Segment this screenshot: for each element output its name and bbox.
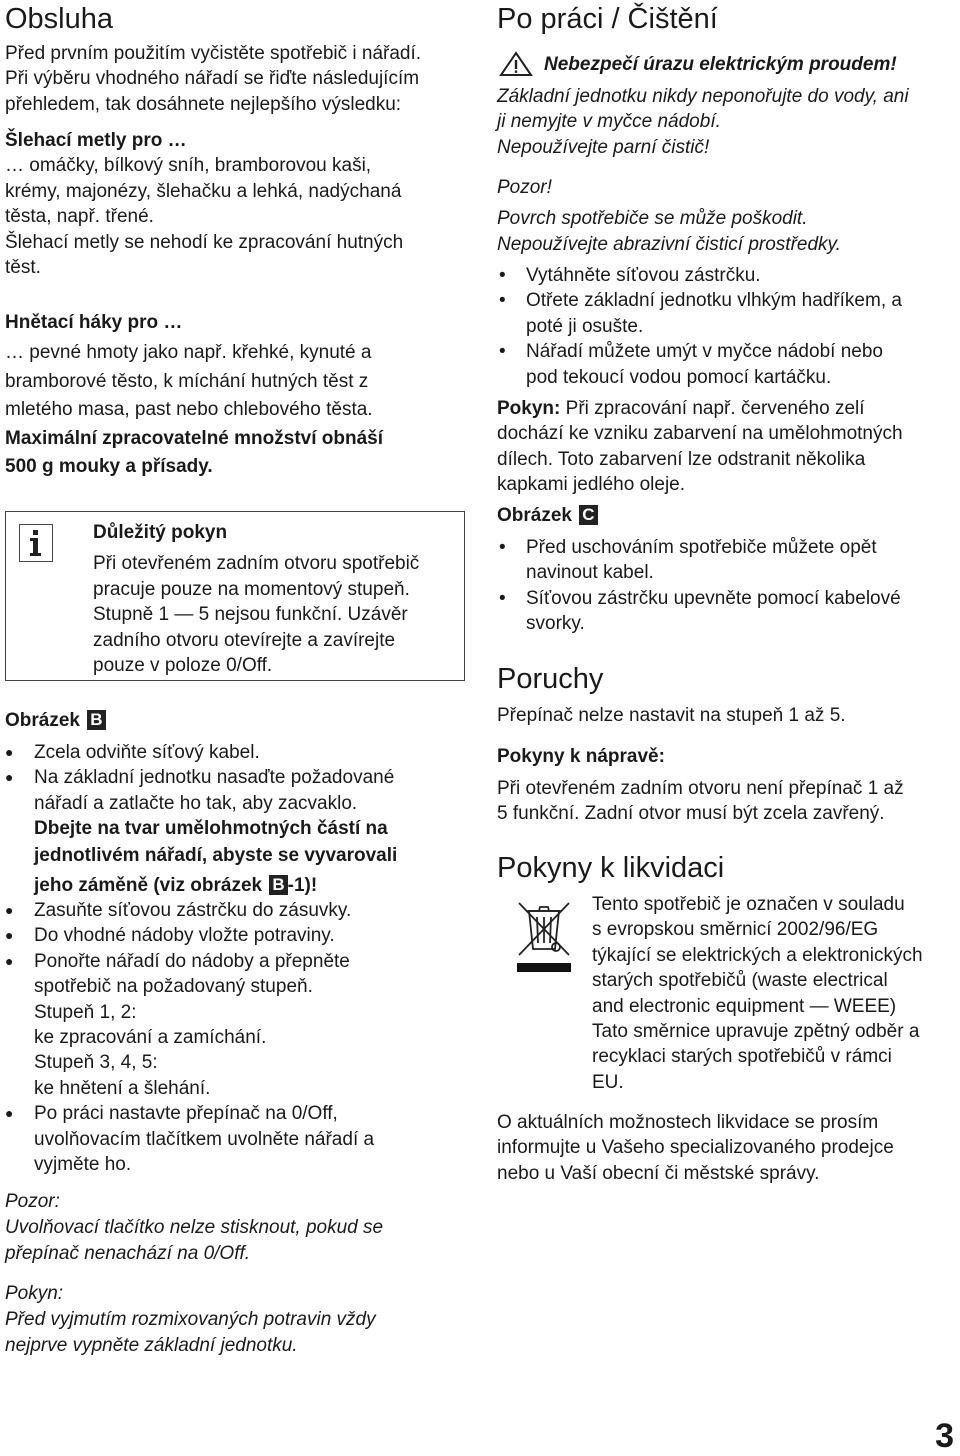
disposal-line: Tento spotřebič je označen v souladu <box>592 894 905 915</box>
pokyn-line: Při zpracování např. červeného zelí <box>565 398 865 419</box>
warning-triangle-icon <box>499 51 533 82</box>
step-item <box>5 765 465 898</box>
pokyn-line: dochází ke vzniku zabarvení na umělohmotných <box>497 423 903 445</box>
intro-line: přehledem, tak dosáhnete nejlepšího výsledku: <box>5 93 402 115</box>
pozor-note <box>5 1189 383 1266</box>
cleaning-text: Nářadí můžete umýt v myčce nádobí nebo <box>526 341 883 363</box>
note-line: Stupně 1 — 5 nejsou funkční. Uzávěr <box>93 604 408 626</box>
storage-text: svorky. <box>526 613 585 635</box>
crossed-bin-icon <box>515 897 575 978</box>
step-text: ke zpracování a zamíchání. <box>34 1027 267 1049</box>
pokyn-line: dílech. Toto zabarvení lze odstranit několika <box>497 448 866 470</box>
pozor-line: přepínač nenachází na 0/Off. <box>5 1242 251 1264</box>
operation-steps <box>5 740 465 1178</box>
whisk-section <box>5 128 403 280</box>
cleaning-text: Vytáhněte síťovou zástrčku. <box>526 265 761 286</box>
figure-c-label <box>497 503 598 528</box>
note-title: Důležitý pokyn <box>93 522 228 543</box>
fix-line: 5 funkční. Zadní otvor musí být zcela zavřený. <box>497 803 885 825</box>
pozor-surface <box>497 175 841 257</box>
pokyn-heading: Pokyn: <box>497 398 561 419</box>
section-title-obsluha: Obsluha <box>5 3 114 35</box>
disposal-more <box>497 1110 894 1186</box>
step-text: Ponořte nářadí do nádoby a přepněte <box>34 950 350 972</box>
step-text: Zcela odviňte síťový kabel. <box>34 742 260 763</box>
disposal-line: Tato směrnice upravuje zpětný odběr a <box>592 1021 920 1043</box>
step-bold-text: -1)! <box>287 874 318 896</box>
step-bold-text: jednotlivém nářadí, abyste se vyvarovali <box>34 844 398 866</box>
fix-heading: Pokyny k nápravě: <box>497 746 665 767</box>
cleaning-text: Otřete základní jednotku vlhkým hadříkem, a <box>526 290 902 312</box>
step-text: nářadí a zatlačte ho tak, aby zacvaklo. <box>34 792 358 814</box>
hook-line: bramborové těsto, k míchání hutných těst z <box>5 370 369 392</box>
note-content <box>93 520 419 678</box>
storage-text: Síťovou zástrčku upevněte pomocí kabelové <box>526 587 901 609</box>
section-title-faults: Poruchy <box>497 663 604 695</box>
figure-b-badge: B <box>269 875 287 895</box>
whisk-line: těsta, např. třené. <box>5 206 154 228</box>
step-text: Zasuňte síťovou zástrčku do zásuvky. <box>34 900 352 922</box>
step-bold-ref <box>34 873 317 898</box>
cleaning-item <box>497 339 957 390</box>
disposal-line: týkající se elektrických a elektronických <box>592 944 923 966</box>
page-number: 3 <box>935 1417 954 1455</box>
disposal-line: EU. <box>592 1071 624 1093</box>
hook-line: … pevné hmoty jako např. křehké, kynuté a <box>5 342 372 364</box>
intro-line: Při výběru vhodného nářadí se řiďte následujícím <box>5 68 420 90</box>
cleaning-text: pod tekoucí vodou pomocí kartáčku. <box>526 366 832 388</box>
disposal-more-line: informujte u Vašeho specializovaného prodejce <box>497 1137 894 1159</box>
storage-list <box>497 535 957 637</box>
whisk-heading: Šlehací metly pro … <box>5 130 187 151</box>
info-icon <box>19 524 53 562</box>
pozor-heading: Pozor! <box>497 177 552 198</box>
cleaning-text: poté ji osušte. <box>526 315 644 337</box>
disposal-line: recyklaci starých spotřebičů v rámci <box>592 1046 892 1068</box>
step-text: spotřebič na požadovaný stupeň. <box>34 976 313 998</box>
step-item <box>5 898 465 923</box>
danger-line: Nepoužívejte parní čistič! <box>497 136 710 158</box>
note-line: pracuje pouze na momentový stupeň. <box>93 578 410 600</box>
danger-line: Základní jednotku nikdy neponořujte do vody, ani <box>497 86 909 107</box>
section-title-disposal: Pokyny k likvidaci <box>497 852 725 884</box>
danger-heading: Nebezpečí úrazu elektrickým proudem! <box>544 54 897 75</box>
note-line: zadního otvoru otevírejte a zavírejte <box>93 629 396 651</box>
hook-section <box>5 310 383 479</box>
storage-item <box>497 586 957 637</box>
max-amount-line: Maximální zpracovatelné množství obnáší <box>5 427 383 449</box>
step-text: Na základní jednotku nasaďte požadované <box>34 767 395 789</box>
step-text: Po práci nastavte přepínač na 0/Off, <box>34 1103 338 1125</box>
pokyn-red-cabbage <box>497 396 903 498</box>
whisk-note-line: těst. <box>5 257 41 279</box>
cleaning-list <box>497 263 957 390</box>
note-line: pouze v poloze 0/Off. <box>93 655 273 677</box>
danger-text <box>497 84 909 160</box>
hook-line: mletého masa, past nebo chlebového těsta. <box>5 399 373 421</box>
pokyn-line: kapkami jedlého oleje. <box>497 474 686 496</box>
intro-line: Před prvním použitím vyčistěte spotřebič i nářadí. <box>5 43 422 64</box>
storage-text: Před uschováním spotřebiče můžete opět <box>526 537 877 558</box>
pozor-line: Nepoužívejte abrazivní čisticí prostředky. <box>497 233 841 255</box>
faults-text: Přepínač nelze nastavit na stupeň 1 až 5. <box>497 705 846 726</box>
cleaning-item <box>497 263 957 288</box>
pokyn-note <box>5 1281 376 1358</box>
pozor-line: Povrch spotřebiče se může poškodit. <box>497 208 808 230</box>
max-amount-line: 500 g mouky a přísady. <box>5 456 213 478</box>
step-text: Stupeň 3, 4, 5: <box>34 1052 158 1074</box>
section-title-cleaning: Po práci / Čištění <box>497 3 718 35</box>
disposal-more-line: O aktuálních možnostech likvidace se prosím <box>497 1112 879 1133</box>
whisk-line: … omáčky, bílkový sníh, bramborovou kaši, <box>5 155 372 177</box>
fix-text <box>497 776 904 827</box>
step-item <box>5 949 465 1101</box>
storage-text: navinout kabel. <box>526 562 654 584</box>
pokyn-line: Před vyjmutím rozmixovaných potravin vždy <box>5 1309 376 1331</box>
step-item <box>5 1101 465 1177</box>
disposal-text <box>592 892 923 1095</box>
hook-heading: Hnětací háky pro … <box>5 312 183 333</box>
disposal-more-line: nebo u Vaší obecní či městské správy. <box>497 1162 820 1184</box>
whisk-line: krémy, majonézy, šlehačku a lehká, nadýchaná <box>5 180 402 202</box>
step-text: vyjměte ho. <box>34 1154 132 1176</box>
step-text: Do vhodné nádoby vložte potraviny. <box>34 925 335 947</box>
intro-paragraph <box>5 41 421 117</box>
figure-label-text: Obrázek <box>5 710 80 731</box>
step-text: Stupeň 1, 2: <box>34 1001 137 1023</box>
whisk-note-line: Šlehací metly se nehodí ke zpracování hutných <box>5 231 404 253</box>
step-bold-text: jeho záměně (viz obrázek <box>34 874 263 896</box>
pozor-heading: Pozor: <box>5 1191 60 1212</box>
pokyn-line: nejprve vypněte základní jednotku. <box>5 1334 298 1356</box>
figure-label-text: Obrázek <box>497 505 572 526</box>
disposal-line: starých spotřebičů (waste electrical <box>592 970 888 992</box>
step-item <box>5 923 465 948</box>
disposal-line: s evropskou směrnicí 2002/96/EG <box>592 919 879 941</box>
pozor-line: Uvolňovací tlačítko nelze stisknout, pokud se <box>5 1217 384 1239</box>
step-item <box>5 740 465 765</box>
figure-c-badge: C <box>579 505 597 525</box>
disposal-line: and electronic equipment — WEEE) <box>592 995 897 1017</box>
step-bold-text: Dbejte na tvar umělohmotných částí na <box>34 818 388 840</box>
danger-line: ji nemyjte v myčce nádobí. <box>497 111 721 133</box>
fix-line: Při otevřeném zadním otvoru není přepínač 1 až <box>497 778 904 799</box>
figure-b-label <box>5 708 106 733</box>
figure-b-badge: B <box>87 710 105 730</box>
pokyn-heading: Pokyn: <box>5 1283 64 1304</box>
cleaning-item <box>497 288 957 339</box>
step-text: ke hnětení a šlehání. <box>34 1077 211 1099</box>
storage-item <box>497 535 957 586</box>
important-note-box <box>5 511 465 681</box>
note-line: Při otevřeném zadním otvoru spotřebič <box>93 553 420 575</box>
step-text: uvolňovacím tlačítkem uvolněte nářadí a <box>34 1128 375 1150</box>
